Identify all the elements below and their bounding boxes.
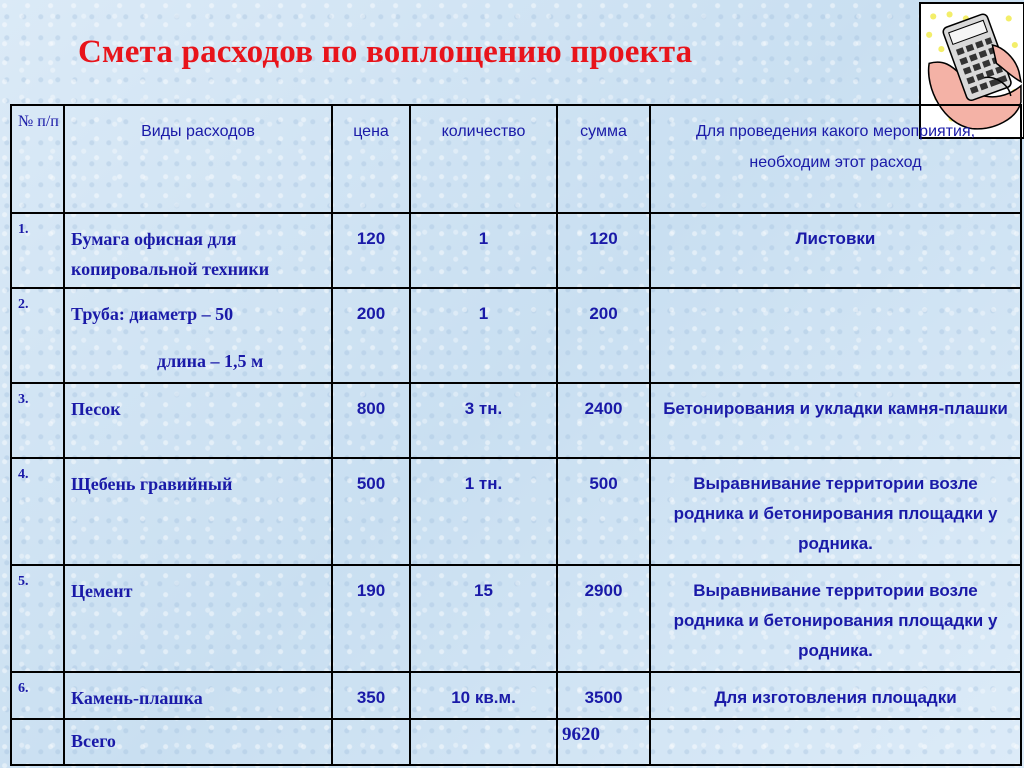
header-sum: сумма: [580, 123, 627, 140]
row-name: Камень-плашка: [71, 688, 203, 708]
row-name: Щебень гравийный: [71, 474, 233, 494]
row-qty: 10 кв.м.: [451, 688, 516, 707]
row-price: 200: [356, 304, 386, 323]
row-name-line2: длина – 1,5 м: [157, 351, 264, 371]
header-price: цена: [353, 123, 389, 140]
page-title: Смета расходов по воплощению проекта: [78, 34, 693, 70]
header-purpose: Для проведения какого мероприятия, необходим этот расход: [695, 123, 976, 171]
table-row: [11, 565, 1021, 672]
header-num: № п/п: [18, 113, 59, 130]
row-sum: 200: [589, 304, 618, 323]
table-row: [11, 288, 1021, 383]
row-purpose: Выравнивание территории возле родника и бетонирования площадки у родника.: [673, 581, 998, 660]
table-header-row: [11, 105, 1021, 213]
budget-table: [10, 104, 1022, 766]
row-qty: 15: [474, 581, 493, 600]
table-row: [11, 383, 1021, 458]
row-price: 800: [356, 399, 386, 418]
row-num: 4.: [18, 467, 29, 482]
header-qty: количество: [441, 123, 526, 140]
row-purpose: Бетонирования и укладки камня-плашки: [663, 399, 1008, 418]
row-name: [65, 289, 331, 376]
row-name: Песок: [71, 399, 121, 419]
row-name-line1: Труба: диаметр – 50: [71, 304, 234, 324]
row-name: Цемент: [71, 581, 133, 601]
table-row: [11, 458, 1021, 565]
row-sum: 2900: [584, 581, 623, 600]
table-row: [11, 213, 1021, 288]
row-qty: 3 тн.: [464, 399, 503, 418]
row-num: 5.: [18, 574, 29, 589]
row-num: 2.: [18, 297, 29, 312]
row-qty: 1: [478, 304, 489, 323]
row-name: Бумага офисная для копировальной техники: [71, 229, 270, 279]
row-purpose: Для изготовления площадки: [714, 688, 957, 707]
row-sum: 3500: [584, 688, 623, 707]
table-row: [11, 672, 1021, 719]
row-sum: 120: [589, 229, 618, 248]
row-purpose: Листовки: [795, 229, 876, 248]
row-purpose: Выравнивание территории возле родника и бетонирования площадки у родника.: [673, 474, 998, 553]
row-price: 350: [356, 688, 386, 707]
total-label: Всего: [71, 731, 116, 751]
header-name: Виды расходов: [141, 123, 255, 140]
row-num: 6.: [18, 681, 29, 696]
row-price: 120: [356, 229, 386, 248]
table-total-row: [11, 719, 1021, 765]
row-qty: 1 тн.: [464, 474, 503, 493]
row-purpose: [651, 289, 1020, 299]
row-num: 1.: [18, 222, 29, 237]
row-num: 3.: [18, 392, 29, 407]
row-sum: 2400: [584, 399, 623, 418]
row-price: 190: [356, 581, 386, 600]
row-sum: 500: [589, 474, 618, 493]
row-price: 500: [356, 474, 386, 493]
total-sum: 9620: [562, 724, 600, 745]
row-qty: 1: [478, 229, 489, 248]
